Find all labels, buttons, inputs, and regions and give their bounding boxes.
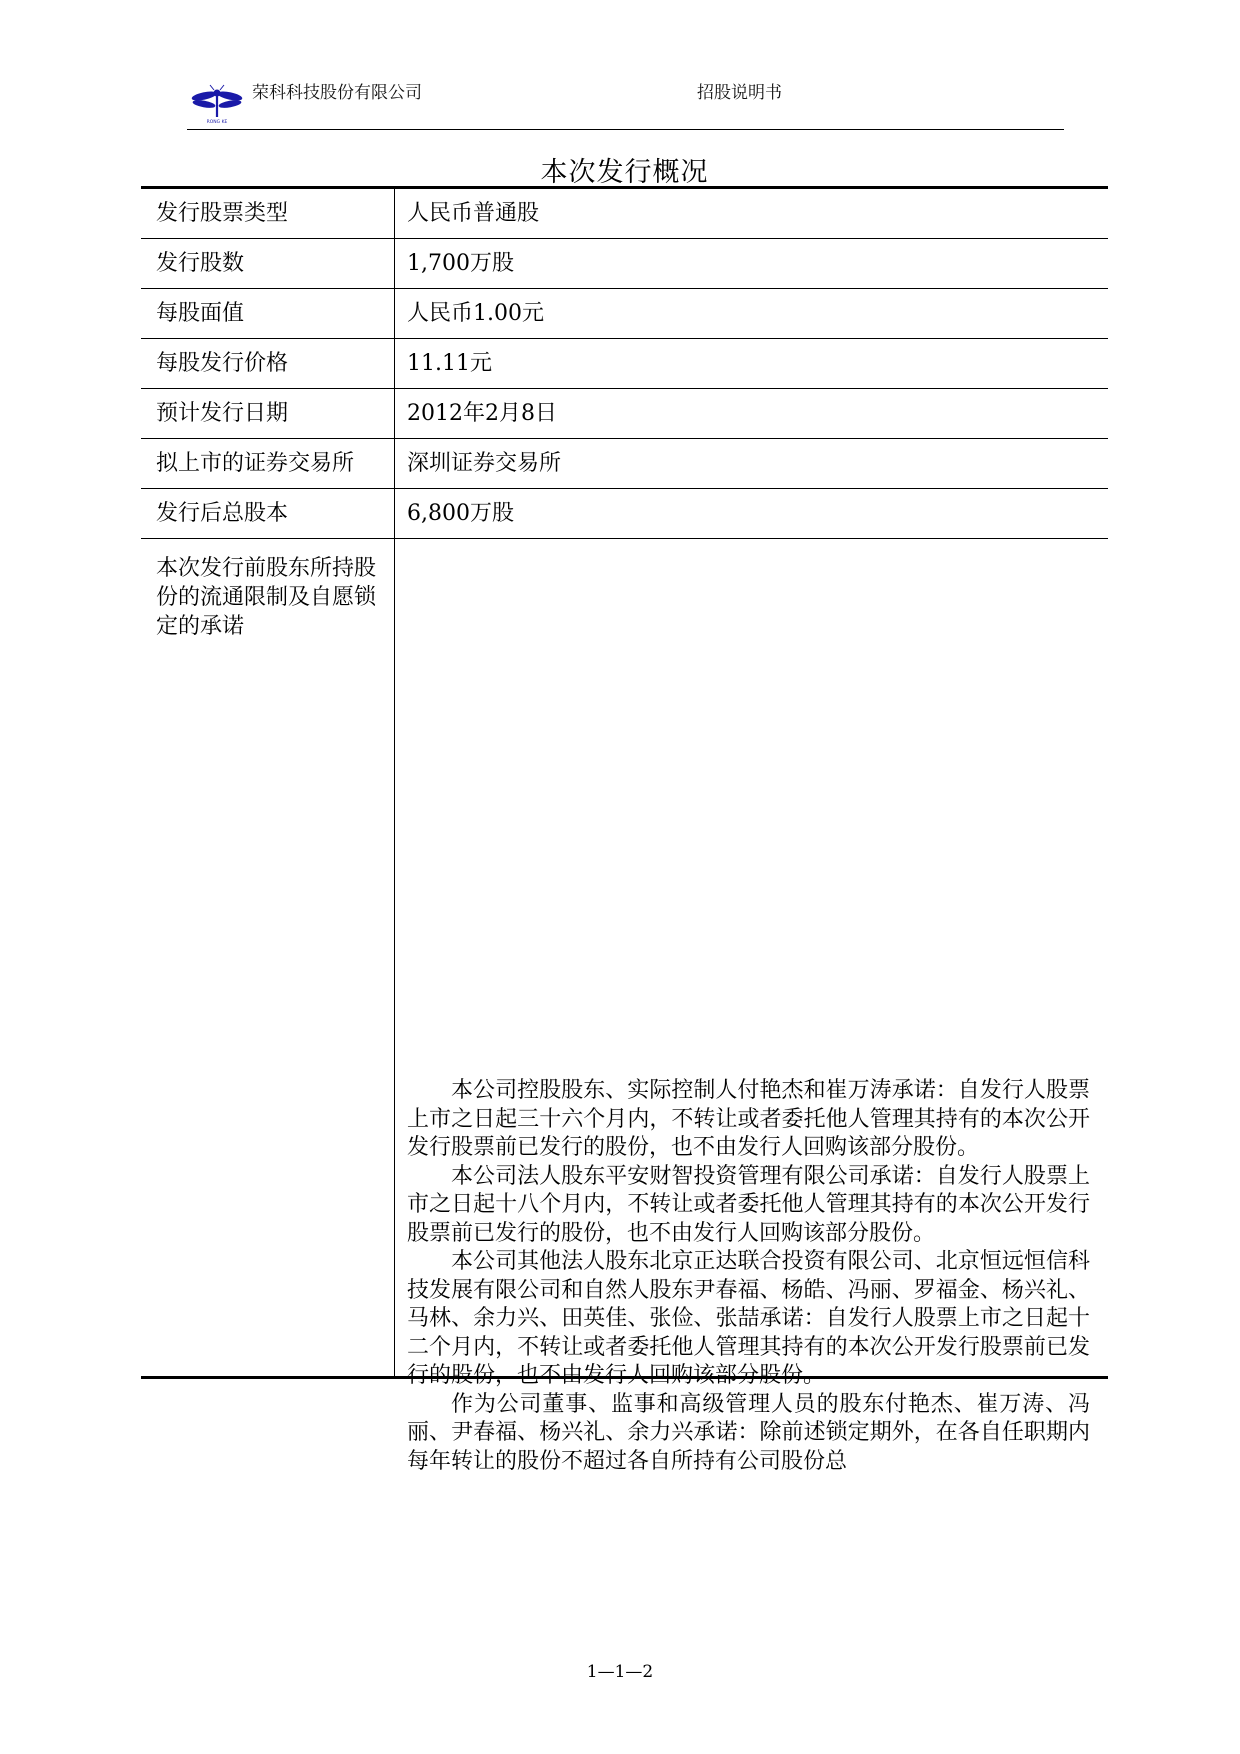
table-row — [141, 389, 1108, 439]
row-value: 人民币普通股 — [407, 201, 540, 226]
table-row — [141, 339, 1108, 389]
page-number: 1—1—2 — [586, 1662, 654, 1682]
dragonfly-logo-icon — [190, 84, 245, 124]
table-row — [141, 239, 1108, 289]
lockup-paragraph: 本公司控股股东、实际控制人付艳杰和崔万涛承诺：自发行人股票上市之日起三十六个月内，不转让或者委托他人管理其持有的本次公开发行股票前已发行的股份，也不由发行人回购该部分股份。 — [407, 1078, 1090, 1160]
row-label: 发行股票类型 — [141, 189, 395, 238]
table-row — [141, 289, 1108, 339]
table-row — [141, 489, 1108, 539]
row-label: 预计发行日期 — [141, 389, 395, 438]
row-label: 每股发行价格 — [141, 339, 395, 388]
table-row — [141, 189, 1108, 239]
row-label: 每股面值 — [141, 289, 395, 338]
row-label: 发行股数 — [141, 239, 395, 288]
row-value: 6,800万股 — [407, 501, 514, 526]
offering-summary-table — [141, 186, 1108, 1474]
row-value: 2012年2月8日 — [407, 401, 557, 426]
svg-text:RONG KE: RONG KE — [206, 120, 228, 124]
lockup-label: 本次发行前股东所持股份的流通限制及自愿锁定的承诺 — [141, 539, 395, 1376]
lockup-commitment-row — [141, 539, 1108, 1474]
lockup-paragraph: 作为公司董事、监事和高级管理人员的股东付艳杰、崔万涛、冯丽、尹春福、杨兴礼、余力兴承诺：除前述锁定期外，在各自任职期内每年转让的股份不超过各自所持有公司股份总 — [407, 1391, 1090, 1474]
header-divider — [187, 129, 1064, 130]
lockup-text — [395, 539, 1108, 1474]
page-header — [190, 74, 1060, 126]
page-title: 本次发行概况 — [540, 157, 709, 188]
row-value: 人民币1.00元 — [407, 301, 544, 326]
row-value: 11.11元 — [407, 351, 492, 376]
company-name: 荣科科技股份有限公司 — [252, 83, 422, 103]
table-row — [141, 439, 1108, 489]
row-label: 发行后总股本 — [141, 489, 395, 538]
row-value: 深圳证券交易所 — [407, 451, 562, 476]
lockup-paragraph: 本公司法人股东平安财智投资管理有限公司承诺：自发行人股票上市之日起十八个月内，不转让或者委托他人管理其持有的本次公开发行股票前已发行的股份，也不由发行人回购该部分股份。 — [407, 1163, 1090, 1246]
document-type: 招股说明书 — [697, 83, 782, 103]
lockup-paragraph: 本公司其他法人股东北京正达联合投资有限公司、北京恒远恒信科技发展有限公司和自然人股东尹春福、杨皓、冯丽、罗福金、杨兴礼、马林、余力兴、田英佳、张俭、张喆承诺：自发行人股票上市之日起十二个月内，不转让或者委托他人管理其持有的本次公开发行股票前已发行的股份，也不由发行人回购该部分股份。 — [407, 1249, 1090, 1388]
row-label: 拟上市的证券交易所 — [141, 439, 395, 488]
row-value: 1,700万股 — [407, 251, 514, 276]
